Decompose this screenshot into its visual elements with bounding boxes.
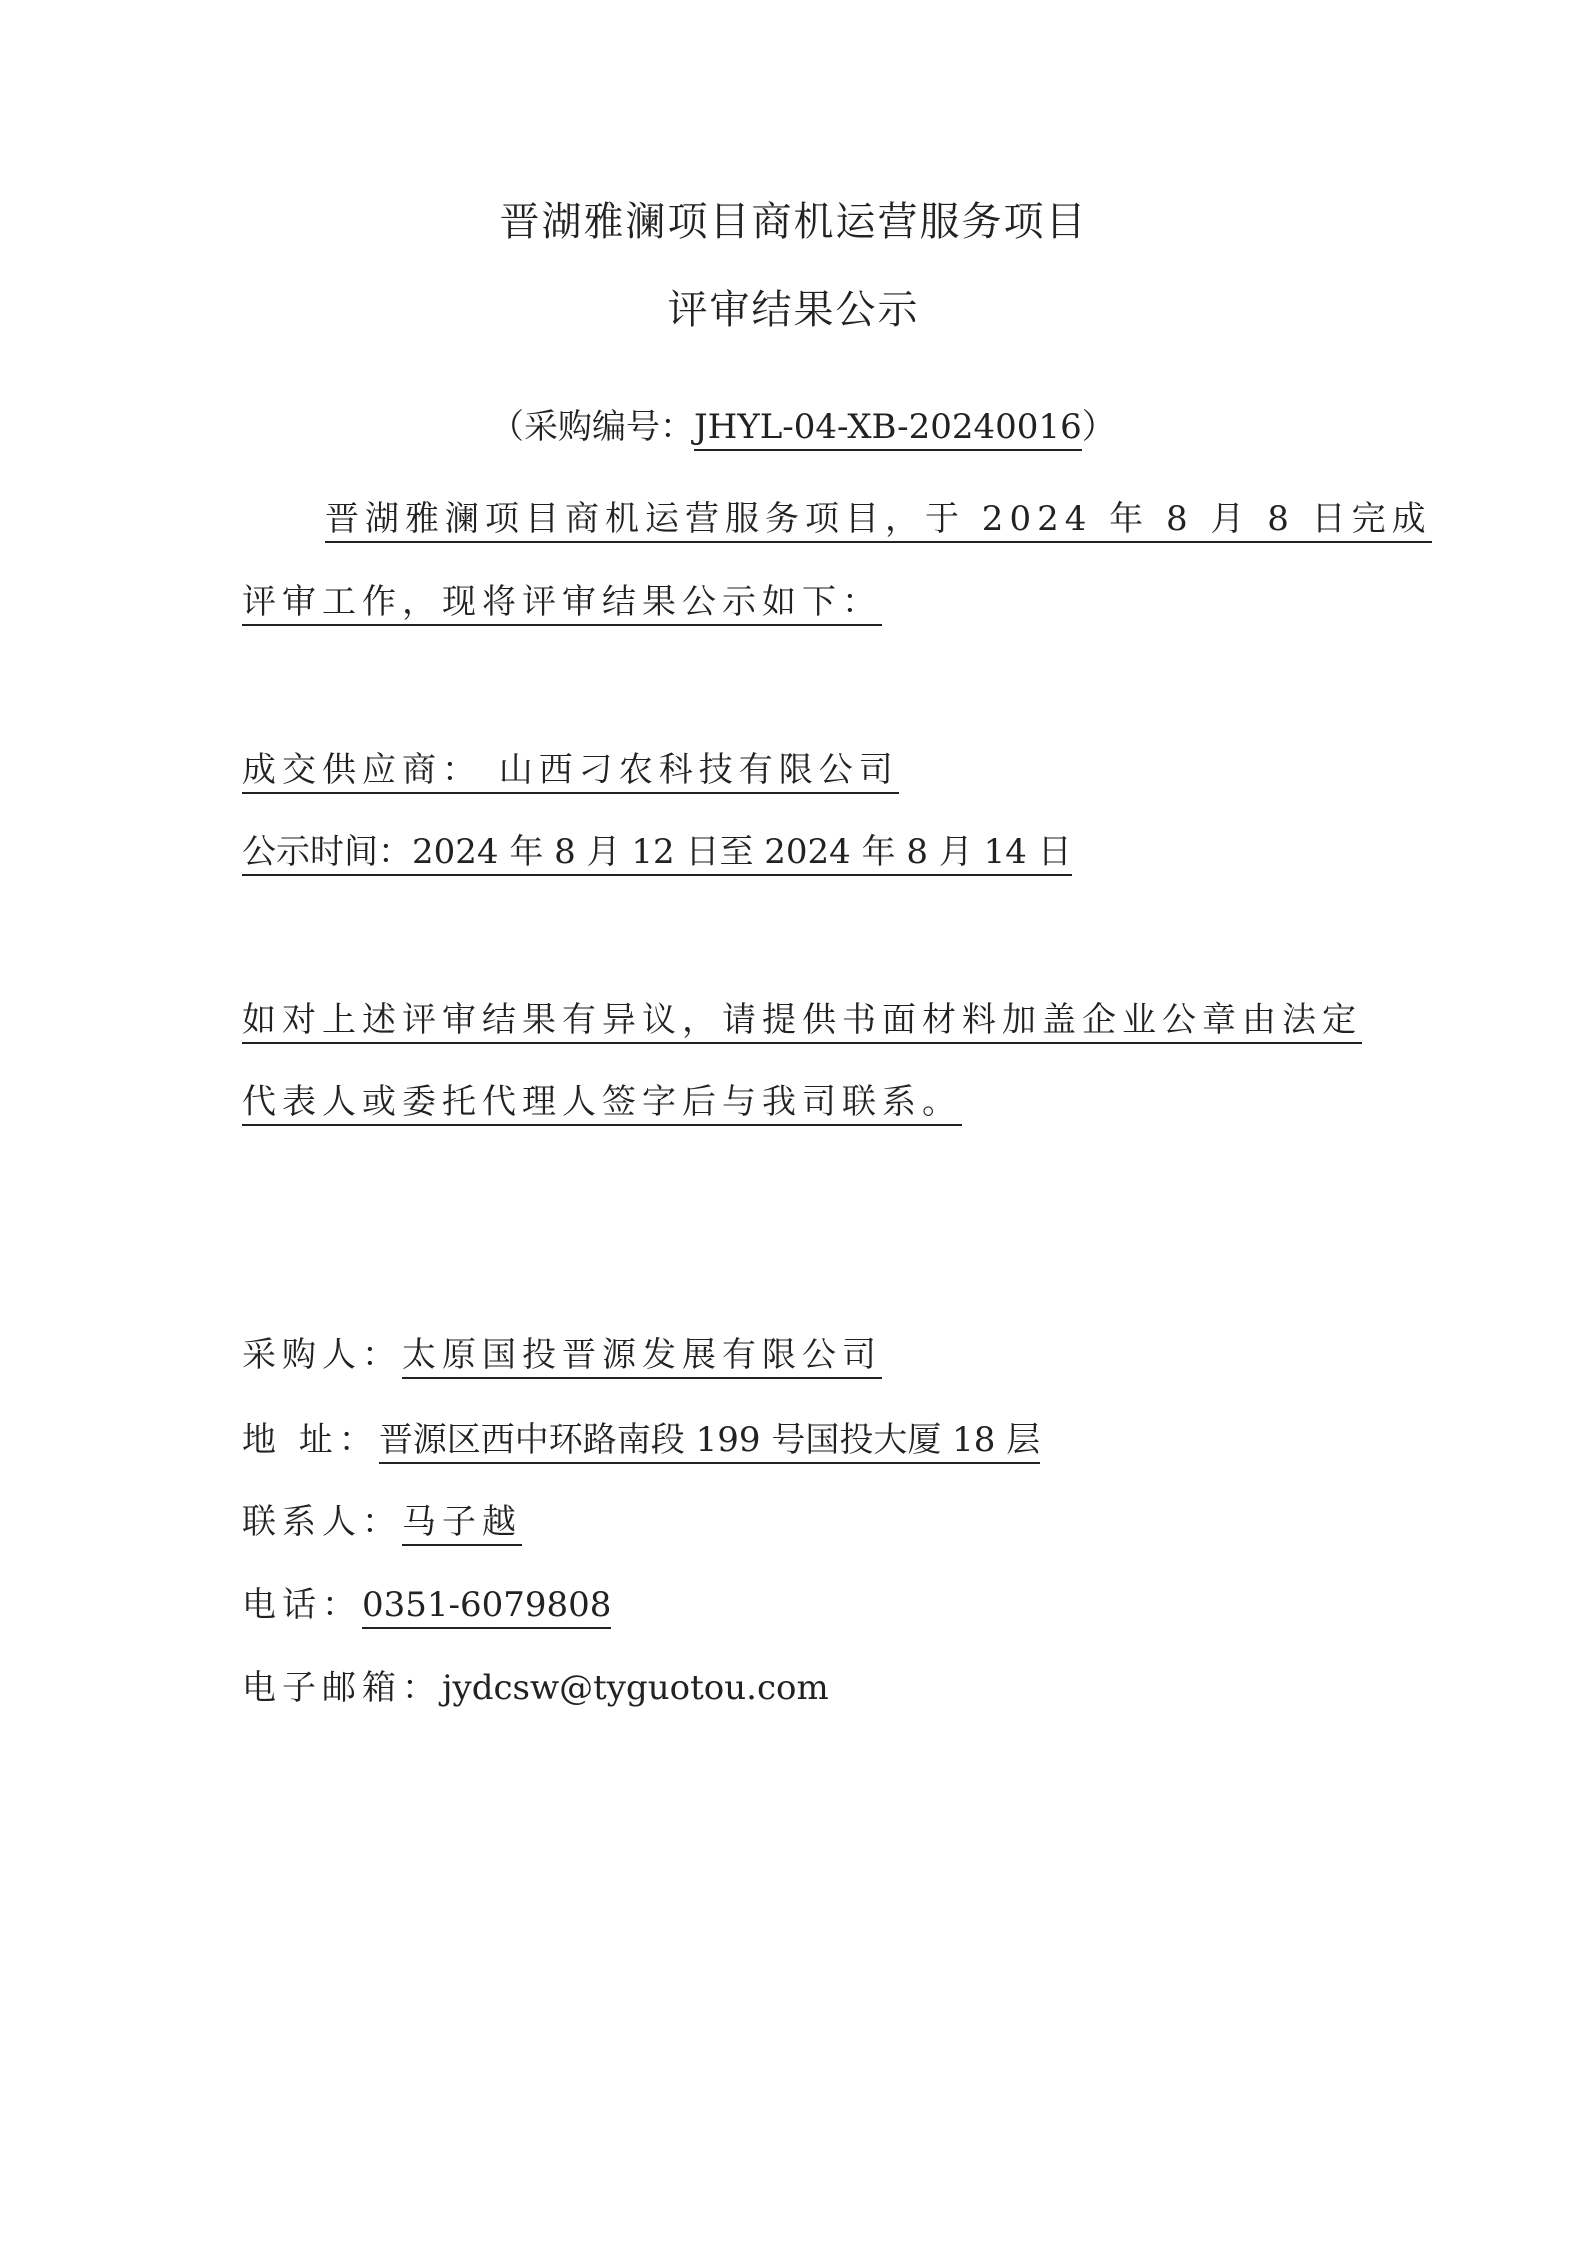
purchaser-line — [242, 1333, 882, 1377]
procurement-number-suffix: ） — [1081, 407, 1116, 447]
address-line — [242, 1418, 1040, 1462]
email-label: 电子邮箱： — [242, 1668, 442, 1708]
period-line — [242, 830, 1072, 874]
period-text: 公示时间：2024 年 8 月 12 日至 2024 年 8 月 14 日 — [242, 832, 1072, 876]
intro-paragraph-line2 — [242, 580, 882, 624]
procurement-number-value: JHYL-04-XB-20240016 — [694, 407, 1082, 451]
document-title-line1: 晋湖雅澜项目商机运营服务项目 — [499, 199, 1088, 245]
procurement-number — [490, 405, 1116, 449]
purchaser-value: 太原国投晋源发展有限公司 — [402, 1335, 882, 1379]
contact-line — [242, 1500, 522, 1544]
contact-value: 马子越 — [402, 1502, 522, 1546]
purchaser-label: 采购人： — [242, 1335, 402, 1375]
phone-label: 电话： — [242, 1585, 362, 1625]
email-value: jydcsw@tyguotou.com — [442, 1668, 829, 1708]
document-title-line2: 评审结果公示 — [667, 287, 920, 333]
supplier-line — [242, 748, 899, 792]
address-label: 地 址： — [242, 1420, 379, 1460]
contact-label: 联系人： — [242, 1502, 402, 1542]
address-value: 晋源区西中环路南段 199 号国投大厦 18 层 — [379, 1420, 1040, 1464]
email-line — [242, 1666, 829, 1710]
supplier-text: 成交供应商： 山西刁农科技有限公司 — [242, 750, 899, 794]
intro-text-2: 评审工作，现将评审结果公示如下： — [242, 582, 882, 626]
objection-paragraph-line2 — [242, 1080, 962, 1124]
objection-text-1: 如对上述评审结果有异议，请提供书面材料加盖企业公章由法定 — [242, 1000, 1362, 1044]
objection-paragraph-line1 — [242, 998, 1362, 1042]
intro-text-1: 晋湖雅澜项目商机运营服务项目，于 2024 年 8 月 8 日完成 — [325, 499, 1432, 543]
procurement-number-prefix: （采购编号： — [490, 407, 694, 447]
objection-text-2: 代表人或委托代理人签字后与我司联系。 — [242, 1082, 962, 1126]
phone-value: 0351-6079808 — [362, 1585, 611, 1629]
intro-paragraph-line1 — [325, 497, 1432, 541]
phone-line — [242, 1583, 611, 1627]
